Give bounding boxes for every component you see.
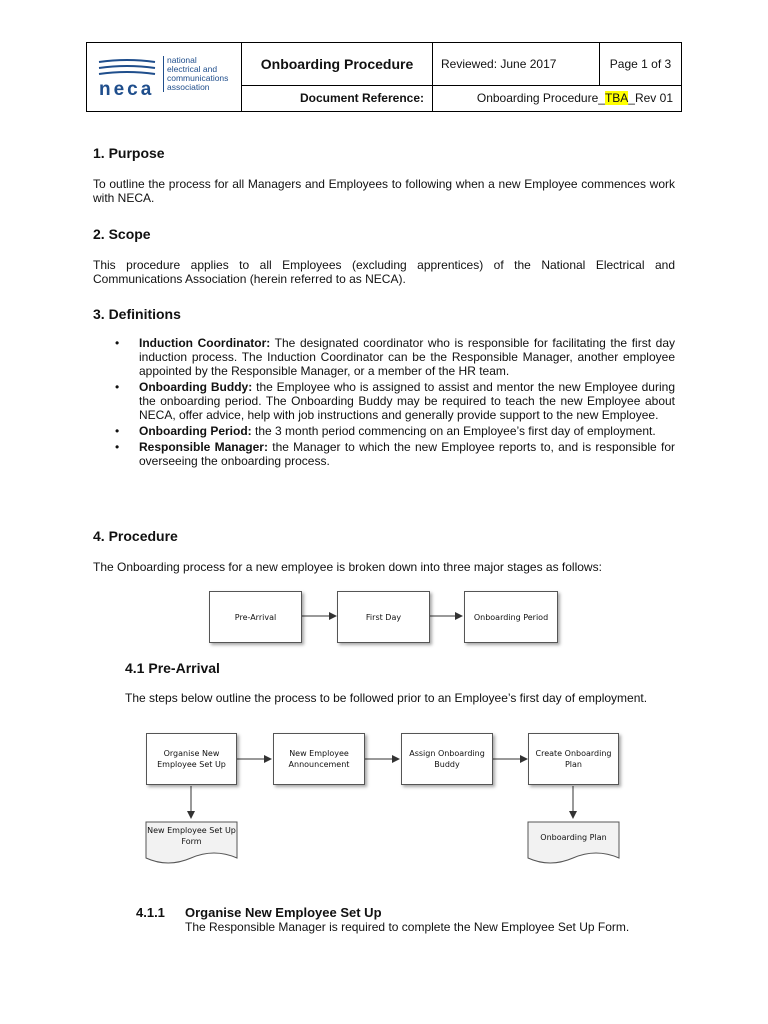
subsection-heading: Organise New Employee Set Up	[185, 905, 382, 920]
logo-org-name: national electrical and communications association	[163, 56, 228, 92]
scope-heading: 2. Scope	[93, 226, 151, 242]
definition-item: • Responsible Manager: the Manager to which the new Employee reports to, and is responsible for overseeing the onboarding process.	[139, 440, 675, 468]
reviewed-date: Reviewed: June 2017	[433, 43, 600, 86]
definition-item: • Onboarding Buddy: the Employee who is assigned to assist and mentor the new Employee during the onboarding period. The Onboarding Buddy may be required to teach the new Employee about NECA, offer advice, help with job instructions and generally provide support to the new Employee.	[139, 380, 675, 422]
docref-label: Document Reference:	[242, 85, 433, 111]
stage-box-first-day: First Day	[337, 591, 430, 643]
procedure-heading: 4. Procedure	[93, 528, 178, 544]
pre-arrival-heading: 4.1 Pre-Arrival	[125, 660, 220, 676]
definition-item: • Onboarding Period: the 3 month period commencing on an Employee’s first day of employment.	[139, 424, 675, 438]
stage-box-onboarding-period: Onboarding Period	[464, 591, 558, 643]
logo-wordmark: neca	[99, 79, 155, 100]
scope-text: This procedure applies to all Employees (excluding apprentices) of the National Electrical and Communications Association (herein referred to as NECA).	[93, 258, 675, 286]
pre-arrival-text: The steps below outline the process to be followed prior to an Employee’s first day of employment.	[125, 691, 648, 705]
subsection-text: The Responsible Manager is required to complete the New Employee Set Up Form.	[185, 920, 630, 934]
procedure-intro: The Onboarding process for a new employee is broken down into three major stages as follows:	[93, 560, 602, 574]
page-number: Page 1 of 3	[600, 43, 682, 86]
docref-value: Onboarding Procedure_TBA_Rev 01	[433, 85, 682, 111]
step-box-assign-buddy: Assign Onboarding Buddy	[401, 733, 493, 785]
definition-item: • Induction Coordinator: The designated coordinator who is responsible for facilitating the first day induction process. The Induction Coordinator can be the Responsible Manager, another employee appointed by the Responsible Manager, or a member of the HR team.	[139, 336, 675, 378]
subsection-number: 4.1.1	[136, 905, 165, 920]
step-box-organise-setup: Organise New Employee Set Up	[146, 733, 237, 785]
doc-title: Onboarding Procedure	[242, 43, 433, 86]
stage-box-pre-arrival: Pre-Arrival	[209, 591, 302, 643]
purpose-text: To outline the process for all Managers and Employees to following when a new Employee commences work with NECA.	[93, 177, 675, 205]
doc-label-setup-form: New Employee Set Up Form	[147, 826, 236, 846]
step-box-create-plan: Create Onboarding Plan	[528, 733, 619, 785]
step-box-announcement: New Employee Announcement	[273, 733, 365, 785]
doc-label-onboarding-plan: Onboarding Plan	[540, 833, 607, 842]
definitions-heading: 3. Definitions	[93, 306, 181, 322]
purpose-heading: 1. Purpose	[93, 145, 165, 161]
